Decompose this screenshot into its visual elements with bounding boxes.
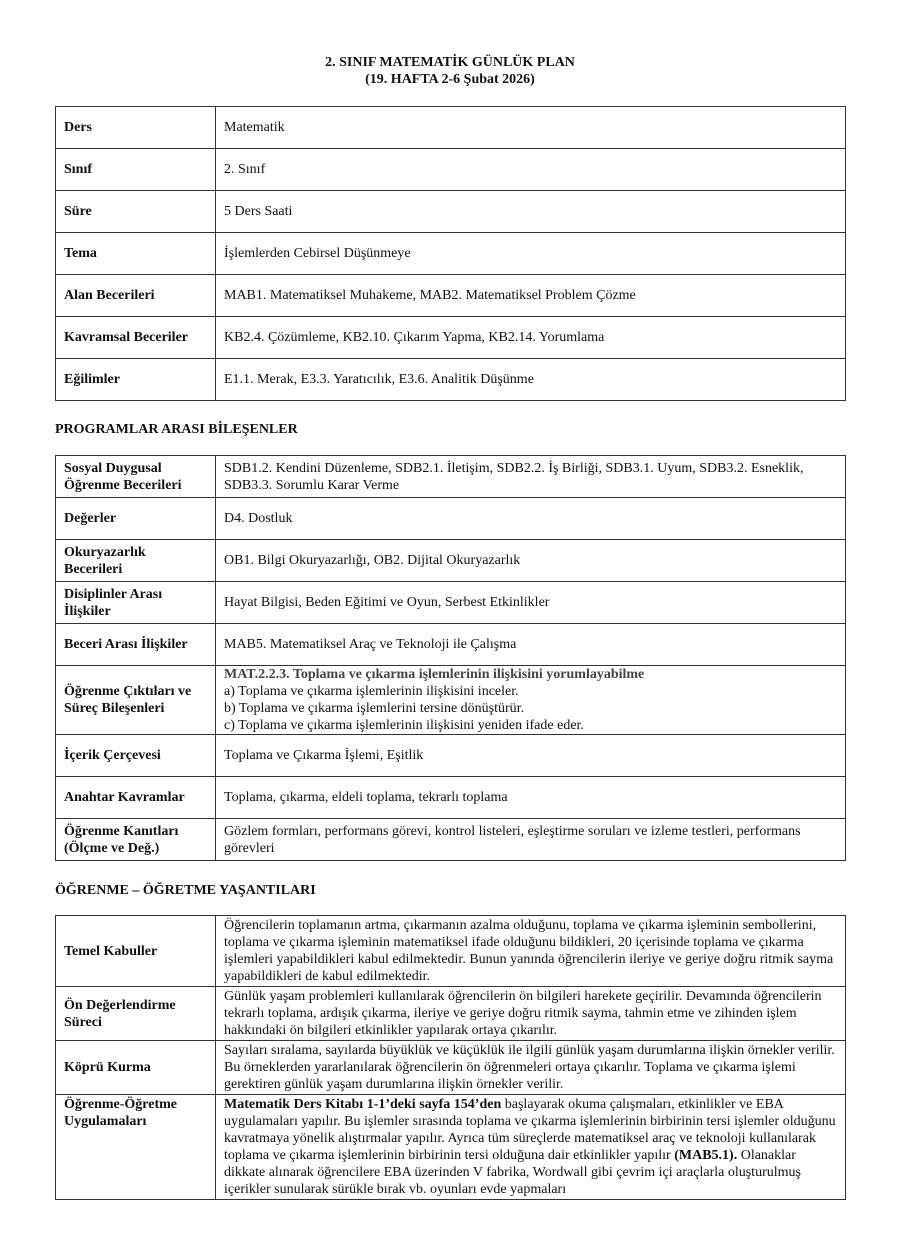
row-label: Alan Becerileri <box>56 275 216 317</box>
row-label: Değerler <box>56 498 216 540</box>
row-value: 2. Sınıf <box>216 149 846 191</box>
table-row <box>56 149 846 191</box>
row-label: Ön Değerlendirme Süreci <box>56 987 216 1041</box>
textbook-reference: Matematik Ders Kitabı 1-1’deki sayfa 154’den <box>224 1097 502 1112</box>
row-value: Toplama ve Çıkarma İşlemi, Eşitlik <box>216 735 846 777</box>
practice-text-continued: Olanaklar dikkate alınarak öğrencilere EBA üzerinden V fabrika, Wordwall gibi çevrim içi araçlarla oluşturulmuş içerikler sunularak sürükle bırak vb. oyunları evde yapmaları <box>224 1148 801 1197</box>
row-label: Sosyal Duygusal Öğrenme Becerileri <box>56 456 216 498</box>
components-table <box>55 455 846 861</box>
row-value: Matematik <box>216 107 846 149</box>
row-value: SDB1.2. Kendini Düzenleme, SDB2.1. İletişim, SDB2.2. İş Birliği, SDB3.1. Uyum, SDB3.2. Esneklik, SDB3.3. Sorumlu Karar Verme <box>216 456 846 498</box>
table-row <box>56 317 846 359</box>
row-value: Toplama, çıkarma, eldeli toplama, tekrarlı toplama <box>216 777 846 819</box>
table-row <box>56 582 846 624</box>
row-label: Süre <box>56 191 216 233</box>
experiences-table <box>55 915 846 1200</box>
row-value <box>216 1095 846 1200</box>
table-row <box>56 359 846 401</box>
row-label: Öğrenme Kanıtları (Ölçme ve Değ.) <box>56 819 216 861</box>
table-row <box>56 777 846 819</box>
outcome-item: a) Toplama ve çıkarma işlemlerinin ilişkisini inceler. <box>224 684 519 699</box>
row-label: Öğrenme-Öğretme Uygulamaları <box>56 1095 216 1200</box>
outcome-item: c) Toplama ve çıkarma işlemlerinin ilişkisini yeniden ifade eder. <box>224 718 584 733</box>
table-row <box>56 1041 846 1095</box>
table-row <box>56 275 846 317</box>
row-value: OB1. Bilgi Okuryazarlığı, OB2. Dijital Okuryazarlık <box>216 540 846 582</box>
row-label: Temel Kabuller <box>56 916 216 987</box>
row-label: Beceri Arası İlişkiler <box>56 624 216 666</box>
title-line-2: (19. HAFTA 2-6 Şubat 2026) <box>365 72 535 87</box>
row-value: E1.1. Merak, E3.3. Yaratıcılık, E3.6. Analitik Düşünme <box>216 359 846 401</box>
skill-code: (MAB5.1). <box>674 1148 738 1163</box>
row-label: Okuryazarlık Becerileri <box>56 540 216 582</box>
row-value: 5 Ders Saati <box>216 191 846 233</box>
section-heading-experiences: ÖĞRENME – ÖĞRETME YAŞANTILARI <box>55 883 316 898</box>
row-value: İşlemlerden Cebirsel Düşünmeye <box>216 233 846 275</box>
table-row <box>56 916 846 987</box>
row-value: MAB1. Matematiksel Muhakeme, MAB2. Matematiksel Problem Çözme <box>216 275 846 317</box>
row-value: Günlük yaşam problemleri kullanılarak öğrencilerin ön bilgileri harekete geçirilir. Devamında öğrencilerin tekrarlı toplama, ardışık çıkarma, ileriye ve geriye doğru ritmik sayma, tahmin etme ve zihinden işlem hakkındaki ön bilgileri etkinlikler yapılarak ortaya çıkarılır. <box>216 987 846 1041</box>
table-row <box>56 735 846 777</box>
lesson-info-table <box>55 106 846 401</box>
row-label: Eğilimler <box>56 359 216 401</box>
table-row <box>56 987 846 1041</box>
table-row <box>56 1095 846 1200</box>
table-row <box>56 107 846 149</box>
row-label: Kavramsal Beceriler <box>56 317 216 359</box>
row-value: Hayat Bilgisi, Beden Eğitimi ve Oyun, Serbest Etkinlikler <box>216 582 846 624</box>
outcome-item: b) Toplama ve çıkarma işlemlerini tersine dönüştürür. <box>224 701 525 716</box>
table-row <box>56 819 846 861</box>
table-row <box>56 540 846 582</box>
row-value: MAB5. Matematiksel Araç ve Teknoloji ile Çalışma <box>216 624 846 666</box>
table-row <box>56 233 846 275</box>
row-label: Ders <box>56 107 216 149</box>
row-value: D4. Dostluk <box>216 498 846 540</box>
row-value: Öğrencilerin toplamanın artma, çıkarmanın azalma olduğunu, toplama ve çıkarma işleminin sembollerini, toplama ve çıkarma işleminin matematiksel ifade olduğunu bildikleri, 20 içerisinde toplama ve çıkarma işlemleri yapabildikleri kabul edilmektedir. Bunun yanında öğrencilerin ileriye ve geriye doğru ritmik sayma yapabildikleri de kabul edilmektedir. <box>216 916 846 987</box>
row-label: Öğrenme Çıktıları ve Süreç Bileşenleri <box>56 666 216 735</box>
row-label: Tema <box>56 233 216 275</box>
section-heading-components: PROGRAMLAR ARASI BİLEŞENLER <box>55 422 298 437</box>
title-line-1: 2. SINIF MATEMATİK GÜNLÜK PLAN <box>325 55 575 70</box>
row-label: Köprü Kurma <box>56 1041 216 1095</box>
row-value: Gözlem formları, performans görevi, kontrol listeleri, eşleştirme soruları ve izleme testleri, performans görevleri <box>216 819 846 861</box>
row-label: Sınıf <box>56 149 216 191</box>
table-row <box>56 456 846 498</box>
row-value <box>216 666 846 735</box>
table-row <box>56 498 846 540</box>
row-label: Disiplinler Arası İlişkiler <box>56 582 216 624</box>
row-label: Anahtar Kavramlar <box>56 777 216 819</box>
table-row <box>56 666 846 735</box>
row-label: İçerik Çerçevesi <box>56 735 216 777</box>
practice-text: başlayarak okuma çalışmaları, etkinlikler ve EBA uygulamaları yapılır. Bu işlemler sırasında toplama ve çıkarma işlemlerinin birbirinin tersi işlemler olduğunu kavratmaya yönelik alıştırmalar yapılır. Ayrıca tüm süreçlerde matematiksel araç ve teknoloji kullanılarak toplama ve çıkarma işlemlerinin birbirinin tersi olduğuna dair etkinlikler yapılır <box>224 1097 836 1163</box>
row-value: KB2.4. Çözümleme, KB2.10. Çıkarım Yapma, KB2.14. Yorumlama <box>216 317 846 359</box>
page-title <box>0 54 900 88</box>
row-value: Sayıları sıralama, sayılarda büyüklük ve küçüklük ile ilgili günlük yaşam durumlarına ilişkin örnekler verilir. Bu örneklerden yararlanılarak öğrencilerin ön öğrenmeleri ortaya çıkarılır. Toplama ve çıkarma işlemi gerektiren günlük yaşam durumlarına ilişkin örnekler verilir. <box>216 1041 846 1095</box>
table-row <box>56 191 846 233</box>
outcome-heading: MAT.2.2.3. Toplama ve çıkarma işlemlerinin ilişkisini yorumlayabilme <box>224 667 645 682</box>
table-row <box>56 624 846 666</box>
